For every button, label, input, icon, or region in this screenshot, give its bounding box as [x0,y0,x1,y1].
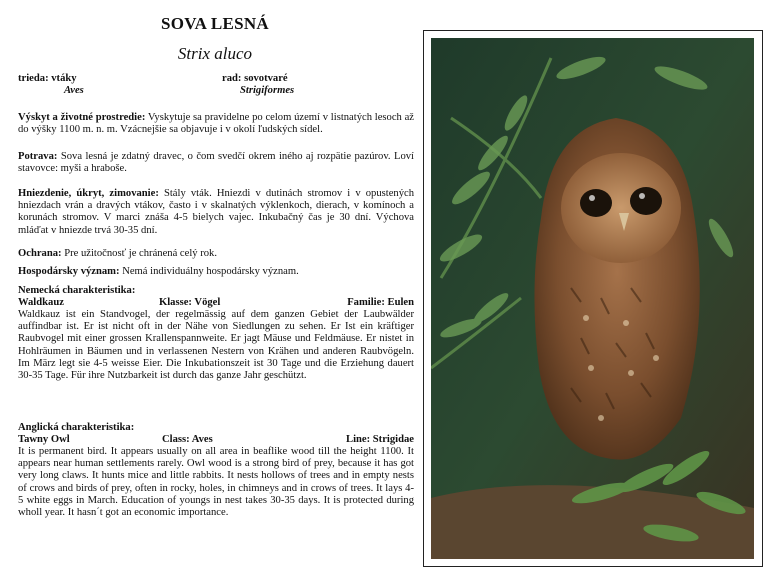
english-line: Line: Strigidae [346,434,414,445]
classification-row-2 [18,85,414,98]
economic-paragraph [18,266,414,278]
english-class: Class: Aves [162,434,213,445]
economic-text: Nemá individuálny hospodársky význam. [119,266,299,277]
order-label: rad: sovotvaré [222,73,288,84]
latin-name: Strix aluco [177,44,253,63]
occurrence-text: Vyskytuje sa pravidelne po celom území v listnatých lesoch až do výšky 1100 m. n. m. Vzácnejšie sa objavuje i v okolí ľudských sídel. [18,112,414,136]
food-paragraph [18,151,414,175]
class-latin: Aves [64,85,84,96]
german-heading: Nemecká charakteristika: [18,285,136,296]
economic-heading: Hospodársky význam: [18,266,120,277]
page-title: SOVA LESNÁ [160,14,270,33]
nesting-text: Stály vták. Hniezdi v dutinách stromov i v opustených hniezdach vrán a dravých vtákov, často i v skalnatých výklenkoch, dierach, v komínoch a korunách stromov. V marci znáša 4-5 bielych vajec. Inkubačný čas je 30 dní. Výchova mláďat v hniezde trvá 30-35 dní. [18,188,414,236]
occurrence-heading: Výskyt a životné prostredie: [18,112,146,123]
order-latin: Strigiformes [240,85,295,96]
protection-paragraph [18,248,414,260]
protection-text: Pre užitočnosť je chránená celý rok. [61,248,217,259]
german-name: Waldkauz [18,297,64,308]
food-heading: Potrava: [18,151,58,162]
nesting-paragraph [18,188,414,237]
german-text: Waldkauz ist ein Standvogel, der regelmässig auf dem ganzen Gebiet der Laubwälder auffindbar ist. Er ist nicht oft in der Nähe von Siedlungen zu sehen. Er Ist ein kräftiger Raubvogel mit einer grossen Krallenspannweite. Er jagt Mäuse und Feldmäuse. Er nistet in Hohlräumen in Bäumen und in verlassenen Nestern von Krähen und anderen Raubvögeln. Im März legt sie 4-5 weisse Eier. Die Inkubationszeit ist 30 Tage und die Erziehung dauert 30-35 Tage. Für ihre Nutzbarkeit ist durch das ganze Jahr geschützt. [18,309,414,382]
class-label: trieda: vtáky [18,73,77,84]
english-text: It is permanent bird. It appears usually on all area in beaflike wood till the height 1100. It appears near human settlements rarely. Owl wood is a strong bird of prey, because it has got very long claws. It hunts mice and little rabbits. It nests hollows of trees and in empty nests of crows and birds of prey, often in rocky, holes, in chimneys and in crows of trees. It lays 4-5 white eggs in March. Education of youngs in nest takes 30-35 days. It is protected during wholl year. It hasn´t got an economic importance. [18,446,414,519]
english-name: Tawny Owl [18,434,70,445]
english-heading: Anglická charakteristika: [18,422,135,433]
occurrence-paragraph [18,112,414,136]
food-text: Sova lesná je zdatný dravec, o čom svedčí okrem iného aj rozpätie pazúrov. Loví stavovce: myši a hraboše. [18,151,414,175]
german-class: Klasse: Vögel [159,297,221,308]
nesting-heading: Hniezdenie, úkryt, zimovanie: [18,188,159,199]
owl-photo [431,38,754,559]
protection-heading: Ochrana: [18,248,62,259]
german-family: Familie: Eulen [347,297,414,308]
